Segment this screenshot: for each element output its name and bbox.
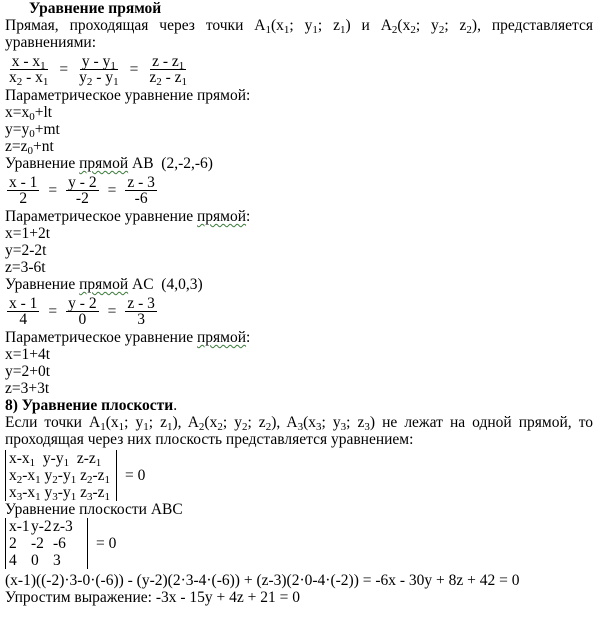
general-determinant: $x-x_1$ $y-y_1$ $z-z_1$ $x_2-x_1$ $y_2-y_1$ $z_2-z_1$ $x_3-x_1$ $y_3-y_1$ $z_3-z_1$ = 0	[5, 450, 145, 501]
section-8-title: 8) Уравнение плоскости.	[5, 397, 178, 414]
plane-intro-line1: Если точки $A_1(x_1$; $y_1$; $z_1$), $A_2(x_2$; $y_2$; $z_2$), $A_3(x_3$; $y_3$; $z_3$) не лежат на одной прямой, то	[5, 414, 594, 433]
fraction: $\frac{z - 3}{3}$	[127, 294, 155, 328]
abc-determinant: x-1 y-2 z-3 2 -2 -6 4 0 3 = 0	[5, 518, 116, 569]
param-y: y=2+0t	[5, 363, 51, 380]
fraction: $\frac{y - y_1}{y_2 - y_1}$	[79, 52, 119, 88]
plane-intro-line2: проходящая через них плоскость представляется уравнением:	[5, 431, 414, 448]
param-z: z=3-6t	[5, 259, 46, 276]
fraction: $\frac{x - 1}{4}$	[9, 294, 38, 328]
fraction: $\frac{z - 3}{-6}$	[127, 173, 155, 207]
fraction: $\frac{z - z_1}{z_2 - z_1}$	[149, 52, 188, 88]
param-z: $z=z_0+nt$	[5, 138, 54, 157]
document-page	[5, 0, 595, 606]
param-x: x=1+4t	[5, 346, 51, 363]
fraction: $\frac{x - x_1}{x_2 - x_1}$	[9, 52, 49, 88]
canonical-line-equation: $\frac{x - x_1}{x_2 - x_1}$ = $\frac{y - y_1}{y_2 - y_1}$ = $\frac{z - z_1}{z_2 - z_1}$	[9, 52, 188, 88]
param-x: $x=x_0+lt$	[5, 104, 53, 123]
line-ab-equation: $\frac{x - 1}{2}$ = $\frac{y - 2}{-2}$ = $\frac{z - 3}{-6}$	[9, 173, 155, 207]
plane-abc-label: Уравнение плоскости ABC	[5, 501, 183, 518]
line-ac-equation: $\frac{x - 1}{4}$ = $\frac{y - 2}{0}$ = $\frac{z - 3}{3}$	[9, 294, 155, 328]
fraction: $\frac{y - 2}{-2}$	[68, 173, 97, 207]
line-ac-label: Уравнение прямой AC (4,0,3)	[5, 276, 203, 293]
section-title-line: Уравнение прямой	[29, 0, 162, 17]
expansion-line: (x-1)((-2)·3-0·(-6)) - (y-2)(2·3-4·(-6)) + (z-3)(2·0-4·(-2)) = -6x - 30y + 8z + 42 = 0	[5, 572, 520, 589]
simplified-line: Упростим выражение: -3x - 15y + 4z + 21 = 0	[5, 589, 300, 606]
param-y: $y=y_0+mt$	[5, 121, 60, 140]
line-ab-param-label: Параметрическое уравнение прямой:	[5, 208, 251, 225]
param-x: x=1+2t	[5, 225, 51, 242]
line-intro-text: Прямая, проходящая через точки $A_1(x_1$; $y_1$; $z_1$) и $A_2(x_2$; $y_2$; $z_2$), представляется уравнениями:	[5, 17, 594, 51]
line-ab-label: Уравнение прямой AB (2,-2,-6)	[5, 155, 213, 172]
param-z: z=3+3t	[5, 380, 50, 397]
fraction: $\frac{x - 1}{2}$	[9, 173, 38, 207]
fraction: $\frac{y - 2}{0}$	[68, 294, 97, 328]
parametric-label: Параметрическое уравнение прямой:	[5, 87, 251, 104]
line-ac-param-label: Параметрическое уравнение прямой:	[5, 329, 251, 346]
param-y: y=2-2t	[5, 242, 47, 259]
